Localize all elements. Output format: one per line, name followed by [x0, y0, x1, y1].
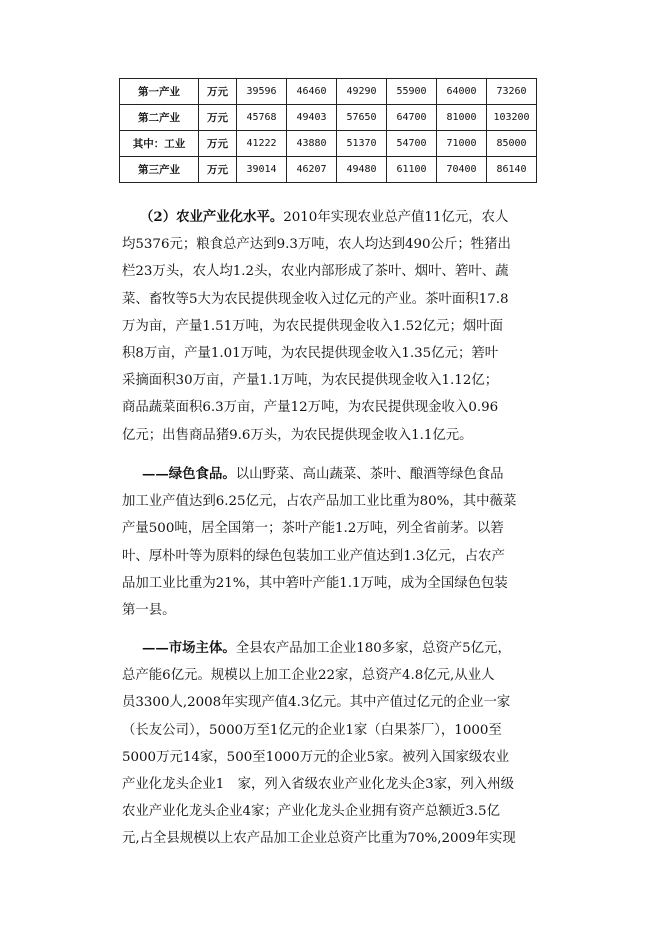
text-line: 万为亩，产量1.51万吨，为农民提供现金收入1.52亿元；烟叶面	[122, 318, 504, 334]
row-label: 第二产业	[120, 105, 199, 131]
unit-cell: 万元	[199, 105, 237, 131]
text-line: 叶、厚朴叶等为原料的绿色包装加工业产值达到1.3亿元，占农产	[122, 548, 505, 564]
value-cell: 46207	[287, 157, 337, 183]
text-line: 农业产业化龙头企业4家；产业化龙头企业拥有资产总额近3.5亿	[122, 804, 500, 820]
value-cell: 49403	[287, 105, 337, 131]
text-line: 采摘面积30万亩，产量1.1万吨，为农民提供现金收入1.12亿；	[122, 373, 499, 389]
value-cell: 41222	[237, 131, 287, 157]
table-row	[120, 105, 537, 131]
section-heading: （2）农业产业化水平。	[140, 209, 284, 225]
text-line: 栏23万头，农人均1.2头，农业内部形成了茶叶、烟叶、箬叶、蔬	[122, 264, 509, 280]
text-line: 菜、畜牧等5大为农民提供现金收入过亿元的产业。茶叶面积17.8	[122, 291, 509, 307]
value-cell: 54700	[387, 131, 437, 157]
text-line: （长友公司），5000万至1亿元的企业1家（白果茶厂），1000至	[122, 722, 502, 738]
value-cell: 39596	[237, 79, 287, 105]
row-label: 第一产业	[120, 79, 199, 105]
text-line: 2010年实现农业总产值11亿元，农人	[283, 210, 509, 225]
value-cell: 61100	[387, 157, 437, 183]
table-row	[120, 157, 537, 183]
value-cell: 103200	[487, 105, 537, 131]
value-cell: 46460	[287, 79, 337, 105]
value-cell: 81000	[437, 105, 487, 131]
value-cell: 85000	[487, 131, 537, 157]
text-line: 元,占全县规模以上农产品加工企业总资产比重为70%,2009年实现	[122, 831, 516, 847]
value-cell: 86140	[487, 157, 537, 183]
section-heading: ——绿色食品。	[142, 466, 236, 482]
value-cell: 39014	[237, 157, 287, 183]
industry-output-table	[119, 78, 537, 183]
text-line: 积8万亩，产量1.01万吨，为农民提供现金收入1.35亿元；箬叶	[122, 346, 499, 362]
table-row	[120, 131, 537, 157]
row-label: 第三产业	[120, 157, 199, 183]
text-line: 全县农产品加工企业180多家，总资产5亿元，	[235, 641, 511, 656]
table-row	[120, 79, 537, 105]
value-cell: 64700	[387, 105, 437, 131]
text-line: 商品蔬菜面积6.3万亩，产量12万吨，为农民提供现金收入0.96	[122, 400, 499, 416]
text-line: 员3300人,2008年实现产值4.3亿元。其中产值过亿元的企业一家	[122, 695, 511, 711]
text-line: 产量500吨，居全国第一；茶叶产能1.2万吨，列全省前茅。以箬	[122, 521, 504, 537]
text-line: 亿元；出售商品猪9.6万头，为农民提供现金收入1.1亿元。	[122, 427, 473, 443]
value-cell: 45768	[237, 105, 287, 131]
paragraph-agri-industrialization	[122, 204, 546, 449]
text-line: 产业化龙头企业1 家，列入省级农业产业化龙头企3家，列入州级	[122, 777, 514, 793]
value-cell: 43880	[287, 131, 337, 157]
value-cell: 49290	[337, 79, 387, 105]
text-line: 品加工业比重为21%，其中箬叶产能1.1万吨，成为全国绿色包装	[122, 575, 508, 591]
paragraph-green-food	[122, 461, 546, 624]
unit-cell: 万元	[199, 79, 237, 105]
text-line: 总产能6亿元。规模以上加工企业22家，总资产4.8亿元,从业人	[122, 668, 495, 684]
value-cell: 64000	[437, 79, 487, 105]
text-line: 以山野菜、高山蔬菜、茶叶、酿酒等绿色食品	[235, 467, 504, 482]
value-cell: 51370	[337, 131, 387, 157]
unit-cell: 万元	[199, 131, 237, 157]
value-cell: 71000	[437, 131, 487, 157]
text-line: 均5376元；粮食总产达到9.3万吨，农人均达到490公斤；牲猪出	[122, 237, 511, 253]
row-label: 其中：工业	[120, 131, 199, 157]
unit-cell: 万元	[199, 157, 237, 183]
text-line: 第一县。	[122, 603, 176, 619]
value-cell: 57650	[337, 105, 387, 131]
text-line: 5000万元14家，500至1000万元的企业5家。被列入国家级农业	[122, 749, 510, 765]
value-cell: 49480	[337, 157, 387, 183]
text-line: 加工业产值达到6.25亿元，占农产品加工业比重为80%，其中薇菜	[122, 494, 517, 510]
paragraph-market-entities	[122, 635, 546, 853]
section-heading: ——市场主体。	[142, 640, 236, 656]
value-cell: 73260	[487, 79, 537, 105]
value-cell: 70400	[437, 157, 487, 183]
value-cell: 55900	[387, 79, 437, 105]
